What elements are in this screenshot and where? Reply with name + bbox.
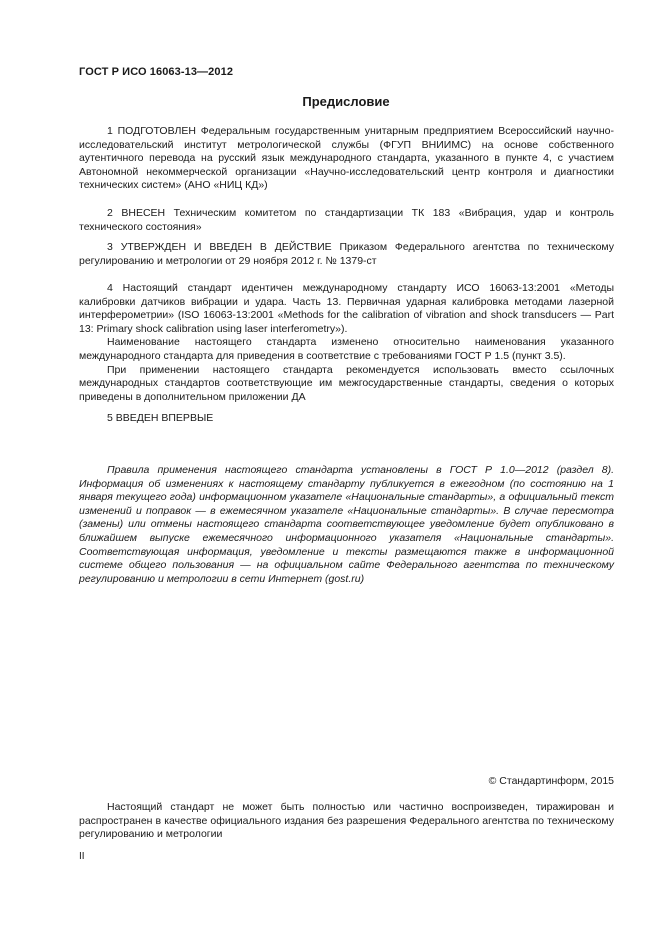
copyright: © Стандартинформ, 2015: [488, 775, 614, 787]
item-1: [79, 125, 614, 193]
item-4-reference-note: При применении настоящего стандарта рекомендуется использовать вместо ссылочных международных стандартов соответствующие им межгосударственные стандарты, сведения о которых приведены в дополнительном приложении ДА: [79, 363, 614, 403]
item-1-text: 1 ПОДГОТОВЛЕН Федеральным государственным унитарным предприятием Всероссийский научно-исследовательский институт метрологической службы (ФГУП ВНИИМС) на основе собственного аутентичного перевода на русский язык международного стандарта, указанного в пункте 4, с участием Автономной некоммерческой организации «Научно-исследовательский центр контроля и диагностики технических систем» (АНО «НИЦ КД»): [79, 125, 614, 192]
item-5: [79, 412, 614, 426]
rules-notice: [79, 464, 614, 586]
rules-notice-text: Правила применения настоящего стандарта установлены в ГОСТ Р 1.0—2012 (раздел 8). Информация об изменениях к настоящему стандарту публикуется в ежегодном (по состоянию на 1 января текущего года) информационном указателе «Национальные стандарты», а официальный текст изменений и поправок — в ежемесячном указателе «Национальные стандарты». В случае пересмотра (замены) или отмены настоящего стандарта соответствующее уведомление будет опубликовано в ближайшем выпуске ежемесячного информационного указателя «Национальные стандарты». Соответствующая информация, уведомление и тексты размещаются также в информационной системе общего пользования — на официальном сайте Федерального агентства по техническому регулированию и метрологии в сети Интернет (gost.ru): [79, 464, 614, 585]
reproduction-notice-text: Настоящий стандарт не может быть полностью или частично воспроизведен, тиражирован и распространен в качестве официального издания без разрешения Федерального агентства по техническому регулированию и метрологии: [79, 801, 614, 841]
item-4-name-note: Наименование настоящего стандарта изменено относительно наименования указанного международного стандарта для приведения в соответствие с требованиями ГОСТ Р 1.5 (пункт 3.5).: [79, 336, 614, 362]
page-title: Предисловие: [302, 94, 390, 109]
item-2-text: 2 ВНЕСЕН Техническим комитетом по стандартизации ТК 183 «Вибрация, удар и контроль технического состояния»: [79, 207, 614, 233]
reproduction-notice: [79, 801, 614, 842]
page-number: II: [79, 851, 85, 862]
item-3: [79, 241, 614, 268]
item-4-text: 4 Настоящий стандарт идентичен международному стандарту ИСО 16063-13:2001 «Методы калибровки датчиков вибрации и удара. Часть 13. Первичная ударная калибровка методами лазерной интерферометрии» (ISO 16063-13:2001 «Methods for the calibration of vibration and shock transducers — Part 13: Primary shock calibration using laser interferometry»).: [79, 282, 614, 335]
item-4: [79, 282, 614, 404]
item-2: [79, 207, 614, 234]
item-5-text: 5 ВВЕДЕН ВПЕРВЫЕ: [107, 412, 214, 424]
standard-code-header: ГОСТ Р ИСО 16063-13—2012: [79, 66, 234, 78]
item-3-text: 3 УТВЕРЖДЕН И ВВЕДЕН В ДЕЙСТВИЕ Приказом Федерального агентства по техническому регулированию и метрологии от 29 ноября 2012 г. № 1379-ст: [79, 241, 614, 267]
